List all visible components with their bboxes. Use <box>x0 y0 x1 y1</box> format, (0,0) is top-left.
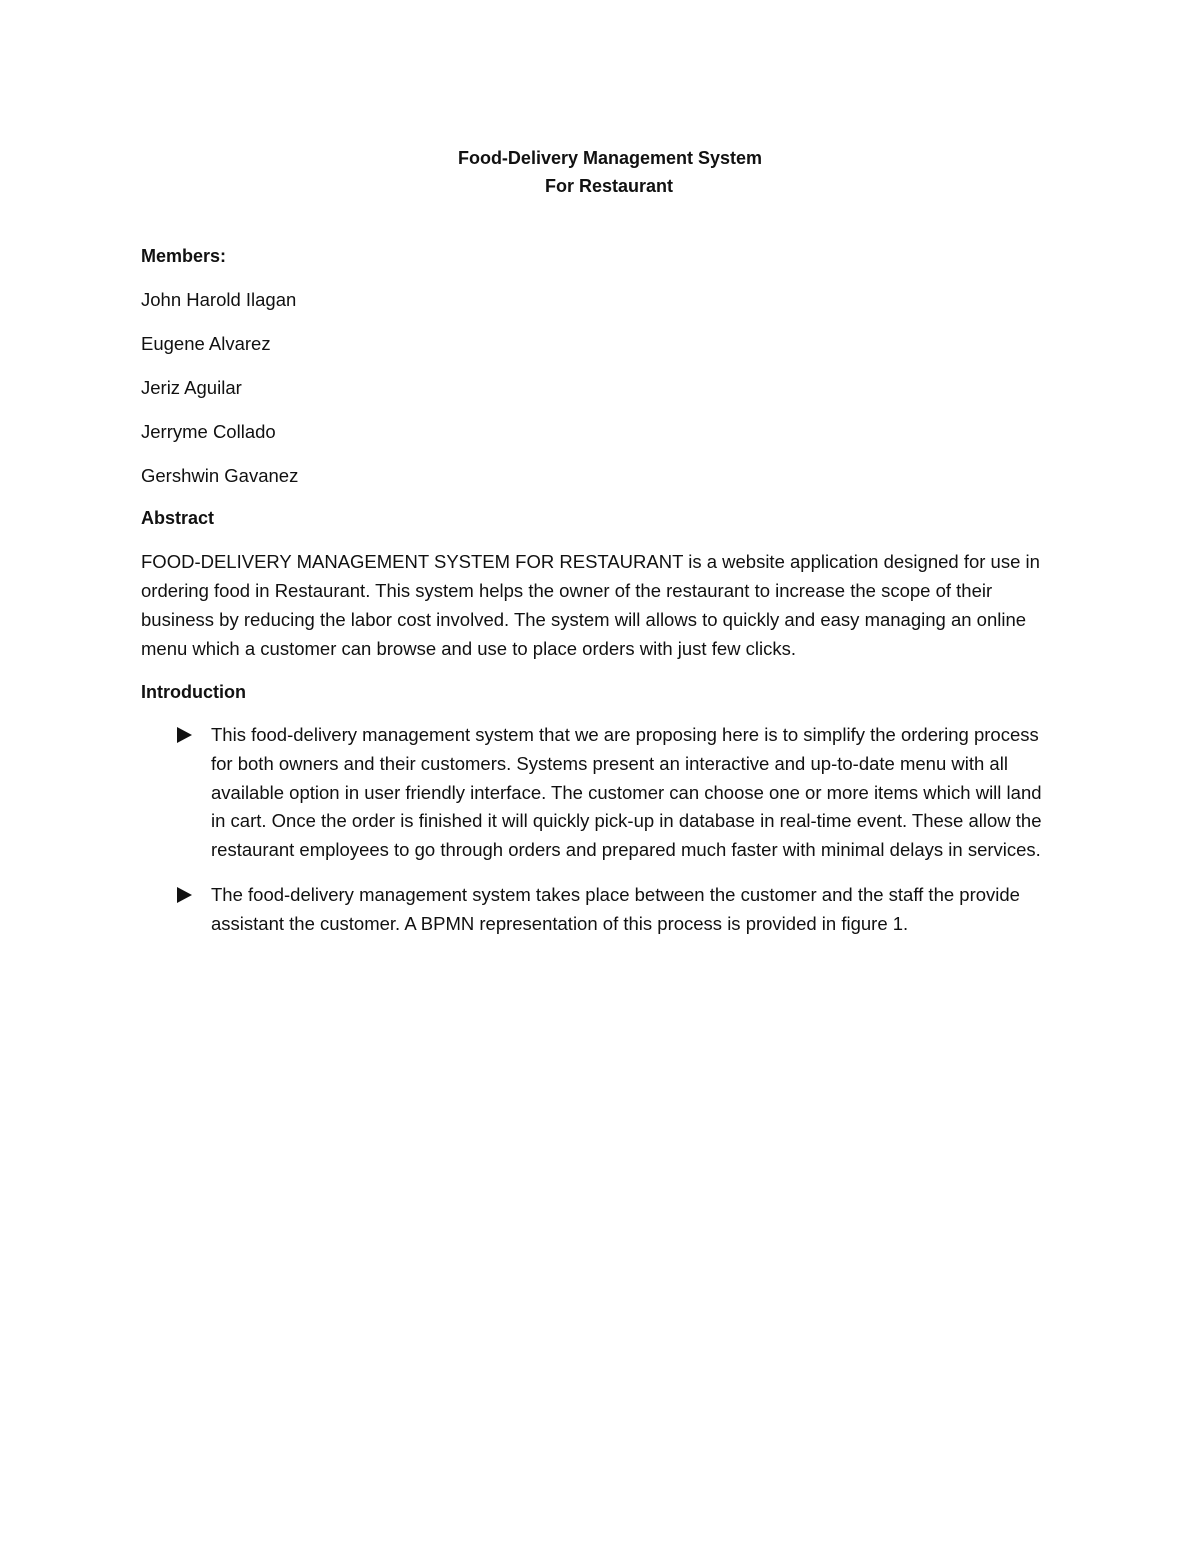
triangle-bullet-icon <box>177 887 192 903</box>
members-list <box>141 287 1061 489</box>
member-name: John Harold Ilagan <box>141 289 297 310</box>
member-name: Gershwin Gavanez <box>141 465 299 486</box>
list-item <box>141 881 1061 939</box>
list-item <box>141 721 1061 865</box>
title-line-2: For Restaurant <box>544 176 674 196</box>
abstract-paragraph: FOOD-DELIVERY MANAGEMENT SYSTEM FOR RESTAURANT is a website application designed for use in ordering food in Restaurant. This system helps the owner of the restaurant to increase the scope of their business by reducing the labor cost involved. The system will allows to quickly and easy managing an online menu which a customer can browse and use to place orders with just few clicks. <box>141 551 1040 659</box>
abstract-heading: Abstract <box>141 508 215 528</box>
member-name: Jerryme Collado <box>141 421 276 442</box>
list-item-text: This food-delivery management system that we are proposing here is to simplify the ordering process for both owners and their customers. Systems present an interactive and up-to-date menu with all available option in user friendly interface. The customer can choose one or more items which will land in cart. Once the order is finished it will quickly pick-up in database in real-time event. These allow the restaurant employees to go through orders and prepared much faster with minimal delays in services. <box>211 724 1042 861</box>
member-name: Eugene Alvarez <box>141 333 271 354</box>
triangle-bullet-icon <box>177 727 192 743</box>
members-heading: Members: <box>141 246 227 266</box>
member-name: Jeriz Aguilar <box>141 377 242 398</box>
introduction-list <box>141 721 1061 939</box>
document-body <box>141 243 1061 955</box>
title-line-1: Food-Delivery Management System <box>457 148 763 168</box>
introduction-heading: Introduction <box>141 682 246 702</box>
document-title <box>0 144 1200 200</box>
list-item-text: The food-delivery management system takes place between the customer and the staff the provide assistant the customer. A BPMN representation of this process is provided in figure 1. <box>211 883 1020 934</box>
